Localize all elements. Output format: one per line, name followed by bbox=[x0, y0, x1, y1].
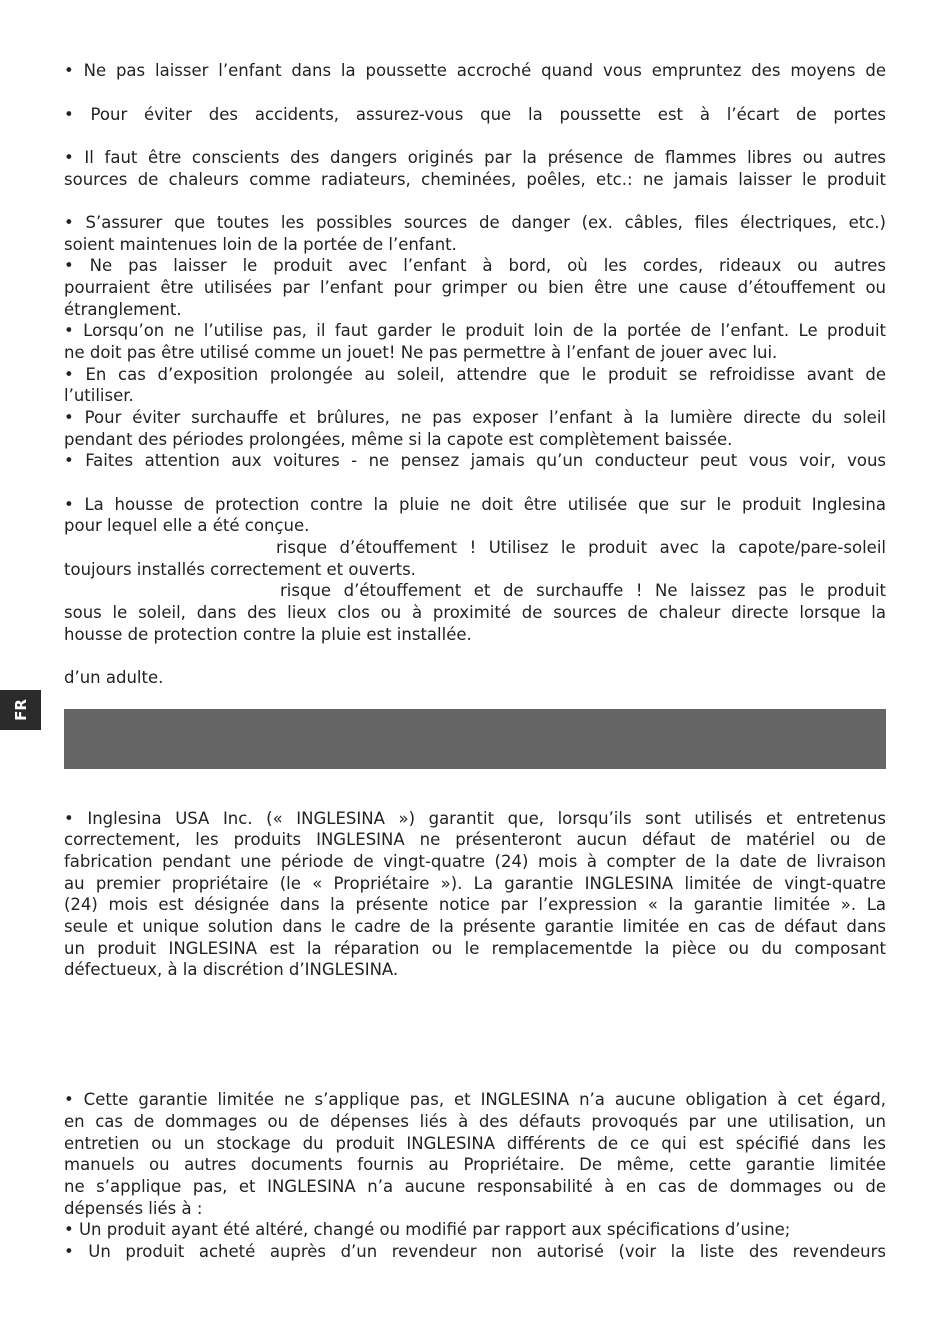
text-line: risque d’étouffement et de surchauffe ! Ne laissez pas le produit bbox=[280, 581, 886, 600]
text-line: (24) mois est désignée dans la présente notice par l’expression « la garantie limitée ». La bbox=[64, 895, 886, 914]
text-line: pour lequel elle a été conçue. bbox=[64, 516, 310, 535]
text-line: • Cette garantie limitée ne s’applique pas, et INGLESINA n’a aucune obligation à cet égard, bbox=[64, 1090, 886, 1109]
text-line: • Faites attention aux voitures - ne pensez jamais qu’un conducteur peut vous voir, vous bbox=[64, 451, 886, 470]
section-banner bbox=[64, 709, 886, 769]
text-line: • S’assurer que toutes les possibles sources de danger (ex. câbles, files électriques, etc.) bbox=[64, 213, 886, 232]
text-line: ne s’applique pas, et INGLESINA n’a aucune responsabilité à en cas de dommages ou de bbox=[64, 1177, 886, 1196]
text-line: correctement, les produits INGLESINA ne présenteront aucun défaut de matériel ou de bbox=[64, 830, 886, 849]
text-line: seule et unique solution dans le cadre de la présente garantie limitée en cas de défaut dans bbox=[64, 917, 886, 936]
text-line: • Pour éviter surchauffe et brûlures, ne pas exposer l’enfant à la lumière directe du soleil bbox=[64, 408, 886, 427]
text-line: • Lorsqu’on ne l’utilise pas, il faut garder le produit loin de la portée de l’enfant. Le produit bbox=[64, 321, 886, 340]
text-line: housse de protection contre la pluie est installée. bbox=[64, 625, 472, 644]
text-line: • Il faut être conscients des dangers originés par la présence de flammes libres ou autres bbox=[64, 148, 886, 167]
text-line: • Inglesina USA Inc. (« INGLESINA ») garantit que, lorsqu’ils sont utilisés et entretenus bbox=[64, 809, 886, 828]
text-line: • Un produit ayant été altéré, changé ou modifié par rapport aux spécifications d’usine; bbox=[64, 1220, 791, 1239]
text-line: sources de chaleurs comme radiateurs, cheminées, poêles, etc.: ne jamais laisser le produit bbox=[64, 170, 886, 189]
text-line: soient maintenues loin de la portée de l’enfant. bbox=[64, 235, 457, 254]
text-line: • En cas d’exposition prolongée au soleil, attendre que le produit se refroidisse avant de bbox=[64, 365, 886, 384]
text-line: • Ne pas laisser l’enfant dans la poussette accroché quand vous empruntez des moyens de bbox=[64, 61, 886, 80]
language-tab bbox=[0, 690, 41, 730]
text-line: • La housse de protection contre la pluie ne doit être utilisée que sur le produit Inglesina bbox=[64, 495, 886, 514]
language-label: FR bbox=[11, 699, 30, 721]
text-line: en cas de dommages ou de dépenses liés à des défauts provoqués par une utilisation, un bbox=[64, 1112, 886, 1131]
text-line: l’utiliser. bbox=[64, 386, 134, 405]
text-line: • Un produit acheté auprès d’un revendeur non autorisé (voir la liste des revendeurs bbox=[64, 1242, 886, 1261]
text-line: • Ne pas laisser le produit avec l’enfant à bord, où les cordes, rideaux ou autres bbox=[64, 256, 886, 275]
text-line: ne doit pas être utilisé comme un jouet! Ne pas permettre à l’enfant de jouer avec lui. bbox=[64, 343, 778, 362]
text-line: pendant des périodes prolongées, même si la capote est complètement baissée. bbox=[64, 430, 733, 449]
text-line: risque d’étouffement ! Utilisez le produit avec la capote/pare-soleil bbox=[276, 538, 886, 557]
text-line: sous le soleil, dans des lieux clos ou à proximité de sources de chaleur directe lorsque la bbox=[64, 603, 886, 622]
text-line: dépensés liés à : bbox=[64, 1199, 203, 1218]
text-line: manuels ou autres documents fournis au Propriétaire. De même, cette garantie limitée bbox=[64, 1155, 886, 1174]
text-line: d’un adulte. bbox=[64, 668, 164, 687]
text-line: fabrication pendant une période de vingt-quatre (24) mois à compter de la date de livraison bbox=[64, 852, 886, 871]
text-line: défectueux, à la discrétion d’INGLESINA. bbox=[64, 960, 399, 979]
text-line: au premier propriétaire (le « Propriétaire »). La garantie INGLESINA limitée de vingt-quatre bbox=[64, 874, 886, 893]
text-line: pourraient être utilisées par l’enfant pour grimper ou bien être une cause d’étouffement ou bbox=[64, 278, 886, 297]
text-line: toujours installés correctement et ouverts. bbox=[64, 560, 416, 579]
text-line: un produit INGLESINA est la réparation ou le remplacementde la pièce ou du composant bbox=[64, 939, 886, 958]
text-line: étranglement. bbox=[64, 300, 182, 319]
text-line: • Pour éviter des accidents, assurez-vous que la poussette est à l’écart de portes bbox=[64, 105, 886, 124]
text-line: entretien ou un stockage du produit INGLESINA différents de ce qui est spécifié dans les bbox=[64, 1134, 886, 1153]
